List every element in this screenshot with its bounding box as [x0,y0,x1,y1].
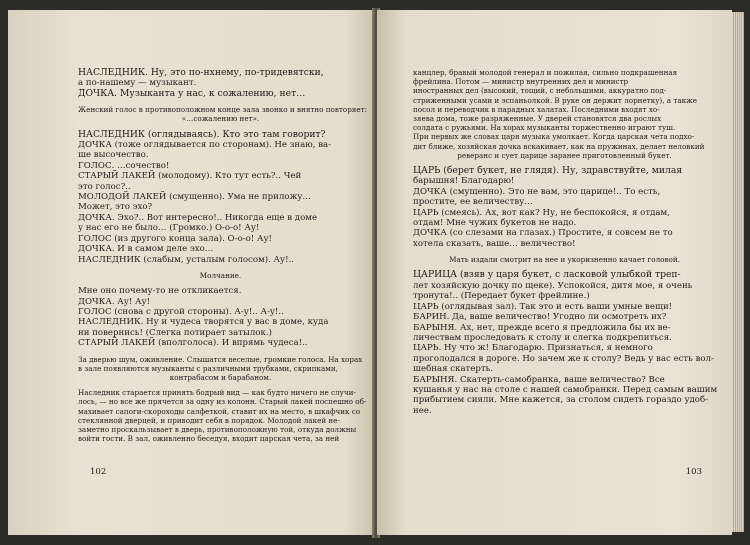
left-page-number: 102 [90,467,107,477]
text-line: ДОЧКА. Музыканта у нас, к сожалению, нет… [78,87,306,99]
text-line: Мне оно почему-то не откликается. [78,286,242,297]
right-page [377,10,732,535]
text-line: ЦАРИЦА (взяв у царя букет, с ласковой улыбкой треп- [413,269,681,281]
text-line: отдам! Мне чужих букетов не надо. [413,218,577,229]
text-line: войти гости. В зал, оживленно беседуя, входит царская чета, за ней [78,434,340,444]
text-line: ни повернись! (Слегка потирает затылок.) [78,327,272,338]
text-line: контрабасом и барабаном. [169,372,272,382]
text-line: ЦАРЬ (берет букет, не глядя). Ну, здравствуйте, милая [413,165,683,177]
text-line: ЦАРЬ (оглядывая зал). Так это и есть ваши умные вещи! [413,301,673,312]
text-line: Мать издали смотрит на нее и укоризненно качает головой. [449,255,680,265]
text-line: БАРЫНЯ. Ах, нет, прежде всего я предложила бы их ве- [413,322,671,333]
text-line: кушанья у нас на столе с нашей самобранки. Перед самым вашим [413,384,718,395]
text-line: лет хозяйскую дочку по щеке). Успокойся, дитя мое, я очень [413,280,693,291]
text-line: тронута!.. (Передает букет фрейлине.) [413,291,590,302]
text-line: Женский голос в противоположном конце зала звонко и внятно повторяет: [78,105,367,115]
text-line: солдата с ружьями. На хорах музыканты торжественно играют туш. [413,123,676,133]
text-line: хотела сказать, ваше… величество! [413,238,576,249]
text-line: у нас его не было… (Громко.) О-о-о! Ау! [78,223,260,234]
text-line: ше высочество. [78,150,149,161]
left-page-text [78,67,367,444]
text-line: НАСЛЕДНИК (оглядываясь). Кто это там говорит? [78,128,326,140]
right-page-number: 103 [685,467,702,477]
text-line: НАСЛЕДНИК. Ну, это по-нхнему, по-тридевятски, [78,67,324,78]
text-line: НАСЛЕДНИК. Ну и чудеса творятся у вас в доме, куда [78,317,329,328]
left-page [8,10,375,535]
text-line: ДОЧКА. Эхо?.. Вот интересно!.. Никогда еще в доме [78,212,318,223]
text-line: БАРЫНЯ. Скатерть-самобранка, ваше величество? Все [413,374,665,385]
text-line: реверанс и сует царице заранее приготовленный букет. [457,150,672,160]
text-line: канцлер, бравый молодой генерал и пожилая, сильно подкрашенная [413,68,678,77]
text-line: стеклянной дверцей, и приводит себя в порядок. Молодой лакей не- [78,415,340,425]
text-line: зяева дома, тоже разряженные. У дверей становятся два рослых [413,114,662,124]
text-line: прибытием сияли. Мне кажется, за столом сидеть гораздо удоб- [413,395,709,406]
text-line: БАРИН. Да, ваше величество! Угодно ли осмотреть их? [413,312,667,323]
text-line: СТАРЫЙ ЛАКЕЙ (вполголоса). И впрямь чудеса!.. [78,338,308,349]
text-line: ЦАРЬ. Ну что ж! Благодарю. Признаться, я немного [413,343,653,354]
text-line: МОЛОДОЙ ЛАКЕЙ (смущенно). Ума не приложу… [78,192,312,203]
text-line: заметно проскальзывает в дверь, противоположную той, откуда должны [78,424,357,434]
text-line: это голос?.. [78,181,131,192]
text-line: личествам проследовать к столу и слегка подкрепиться. [413,332,672,343]
text-line: махивает сапоги-скороходы салфеткой, ставит их на место, в шкафчик со [78,406,361,416]
text-line: дит ближе, хозяйская дочка вскакивает, как на пружинах, делает неловкий [413,141,705,151]
text-line: фрейлина. Потом — министр внутренних дел и министр [413,77,629,87]
text-line: барышня! Благодарю! [413,176,515,187]
text-line: При первых же словах царя музыка умолкает. Когда царская чета подхо- [413,132,695,142]
text-line: ДОЧКА (смущенно). Это не вам, это царице!.. То есть, [413,186,661,197]
right-page-text [413,68,716,416]
text-line: Молчание. [199,270,242,280]
text-line: ДОЧКА (со слезами на глазах.) Простите, я совсем не то [413,228,673,239]
text-line: СТАРЫЙ ЛАКЕЙ (молодому). Кто тут есть?.. Чей [78,171,302,182]
text-line: ГОЛОС (снова с другой стороны). А-у!.. А-у!.. [78,306,284,317]
text-line: в зале появляются музыканты с различными трубками, скрипками, [78,363,338,373]
text-line: ДОЧКА (тоже оглядывается по сторонам). Не знаю, ва- [78,140,332,151]
text-line: «…сожалению нет». [181,114,260,124]
text-line: ГОЛОС (из другого конца зала). О-о-о! Ау! [78,233,272,244]
text-line: а по-нашему — музыкант. [78,78,197,89]
text-line: посол и переводчик в парадных халатах. Последними входят хо- [413,104,660,114]
text-line: стриженными усами и эспаньолкой. В руке он держит лорнетку), а также [413,95,697,105]
text-line: ДОЧКА. Ау! Ау! [78,296,151,307]
text-line: Наследник старается принять бодрый вид — как будто ничего не случи- [78,388,356,398]
text-line: иностранных дел (высокий, тощий, с небольшими, аккуратно под- [413,86,667,96]
text-line: ДОЧКА. И в самом деле эхо… [78,244,214,255]
text-line: За дверью шум, оживление. Слышатся веселые, громкие голоса. На хорах [78,354,363,364]
text-line: проголодался в дороге. Но зачем же к столу? Ведь у вас есть вол- [413,353,714,364]
page-edges [732,12,744,532]
text-line: простите, ее величеству… [413,197,533,208]
text-line: нее. [413,405,432,416]
text-line: шебная скатерть. [413,364,494,375]
text-line: Может, это эхо? [78,202,153,213]
text-line: ЦАРЬ (смеясь). Ах, вот как? Ну, не беспокойся, я отдам, [413,207,670,218]
text-line: НАСЛЕДНИК (слабым, усталым голосом). Ау!.. [78,254,295,265]
text-line: лось, — но все же прячется за одну из колонн. Старый лакей поспешно об- [78,397,367,407]
text-line: ГОЛОС. …сочество! [78,160,170,171]
